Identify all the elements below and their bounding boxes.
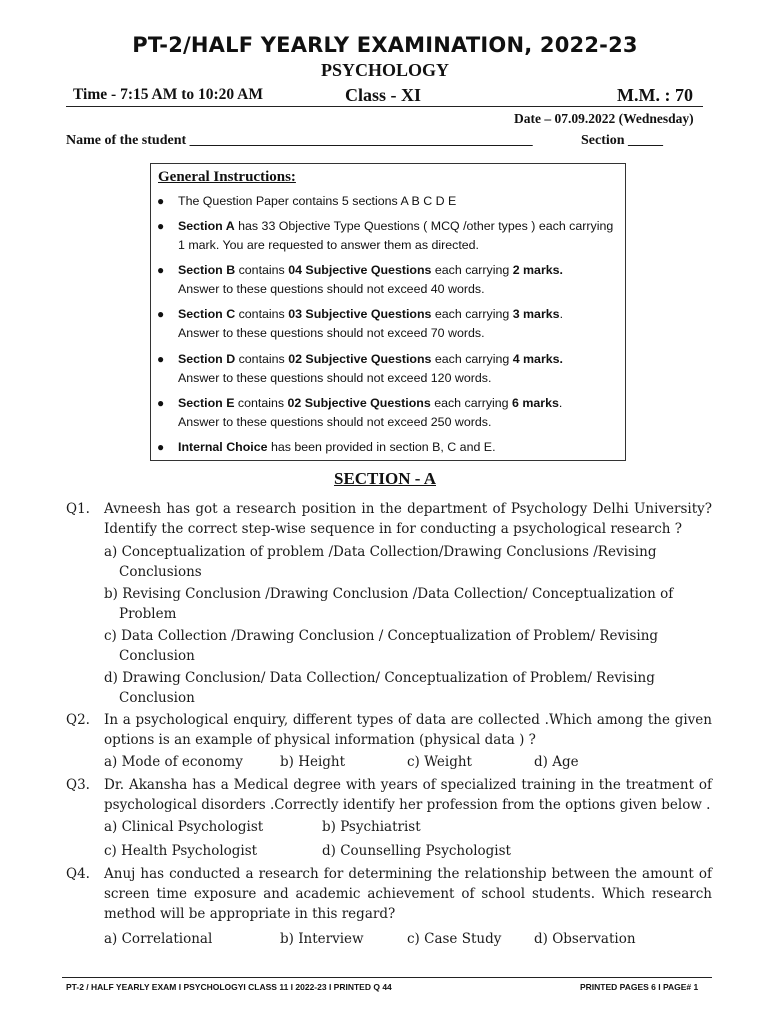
question-number: Q1. <box>66 501 90 517</box>
class-label: Class - XI <box>345 85 422 105</box>
q3-option-c: c) Health Psychologist <box>104 843 258 859</box>
student-name-field[interactable] <box>66 133 533 149</box>
q4-option-b: b) Interview <box>280 931 364 947</box>
instruction-item: ● Section A has 33 Objective Type Questions ( MCQ /other types ) each carrying 1 mark. You are requested to answer them as directed. <box>157 219 614 252</box>
footer-rule <box>62 977 712 978</box>
header-rule <box>66 106 703 107</box>
bullet-icon: ● <box>157 352 165 366</box>
instruction-item: ● Section D contains 02 Subjective Questions each carrying 4 marks. Answer to these questions should not exceed 120 words. <box>157 352 563 385</box>
bullet-icon: ● <box>157 396 165 410</box>
q4-option-d: d) Observation <box>534 931 636 947</box>
q4-option-a: a) Correlational <box>104 931 213 947</box>
section-field[interactable]: Section _____ <box>581 133 664 148</box>
bullet-icon: ● <box>157 194 165 208</box>
instructions-title: General Instructions: <box>158 169 296 185</box>
bullet-icon: ● <box>157 219 165 233</box>
q1-option-a: a) Conceptualization of problem /Data Collection/Drawing Conclusions /Revising Conclusions <box>104 544 657 580</box>
question-text: Anuj has conducted a research for determining the relationship between the amount of screen time exposure and academic achievement of school students. Which research method will be appropriate in this regard? <box>104 866 712 922</box>
question-text: Avneesh has got a research position in the department of Psychology Delhi University? Identify the correct step-wise sequence in for conducting a psychological research ? <box>104 501 712 537</box>
student-name-label: Name of the student _________________________________________________ <box>66 133 533 148</box>
instruction-item: ● Section E contains 02 Subjective Questions each carrying 6 marks. Answer to these questions should not exceed 250 words. <box>157 396 563 429</box>
instruction-item: ● Section C contains 03 Subjective Questions each carrying 3 marks. Answer to these questions should not exceed 70 words. <box>157 307 564 340</box>
q1-option-c: c) Data Collection /Drawing Conclusion / Conceptualization of Problem/ Revising Conclusion <box>104 628 659 664</box>
subject-title: PSYCHOLOGY <box>320 60 449 80</box>
q3-option-a: a) Clinical Psychologist <box>104 819 264 835</box>
question-number: Q4. <box>66 866 90 882</box>
q3-option-b: b) Psychiatrist <box>322 819 421 835</box>
bullet-icon: ● <box>157 440 165 454</box>
q2-option-b: b) Height <box>280 754 346 770</box>
q2-option-d: d) Age <box>534 754 579 770</box>
instruction-item: ● Section B contains 04 Subjective Questions each carrying 2 marks. Answer to these questions should not exceed 40 words. <box>157 263 563 296</box>
instruction-item: ● The Question Paper contains 5 sections A B C D E <box>157 192 622 211</box>
footer-right: PRINTED PAGES 6 I PAGE# 1 <box>580 982 699 992</box>
exam-title: PT-2/HALF YEARLY EXAMINATION, 2022-23 <box>132 33 638 57</box>
question-number: Q3. <box>66 777 90 793</box>
instruction-item: ● Internal Choice has been provided in section B, C and E. <box>157 438 622 457</box>
q1-option-b: b) Revising Conclusion /Drawing Conclusion /Data Collection/ Conceptualization of Problem <box>104 586 674 622</box>
exam-time: Time - 7:15 AM to 10:20 AM <box>73 86 263 103</box>
exam-date: Date – 07.09.2022 (Wednesday) <box>514 111 694 126</box>
question-number: Q2. <box>66 712 90 728</box>
q2-option-a: a) Mode of economy <box>104 754 243 770</box>
question-text: In a psychological enquiry, different types of data are collected .Which among the given options is an example of physical information (physical data ) ? <box>104 712 712 748</box>
footer-left: PT-2 / HALF YEARLY EXAM I PSYCHOLOGYI CLASS 11 I 2022-23 I PRINTED Q 44 <box>66 982 392 992</box>
bullet-icon: ● <box>157 307 165 321</box>
q3-option-d: d) Counselling Psychologist <box>322 843 511 859</box>
q2-option-c: c) Weight <box>407 754 472 770</box>
section-a-heading: SECTION - A <box>333 469 437 488</box>
bullet-icon: ● <box>157 263 165 277</box>
max-marks: M.M. : 70 <box>617 85 693 105</box>
question-text: Dr. Akansha has a Medical degree with years of specialized training in the treatment of psychological disorders .Correctly identify her profession from the options given below . <box>104 777 712 813</box>
q4-option-c: c) Case Study <box>407 931 502 947</box>
q1-option-d: d) Drawing Conclusion/ Data Collection/ Conceptualization of Problem/ Revising Conclusion <box>104 670 655 706</box>
